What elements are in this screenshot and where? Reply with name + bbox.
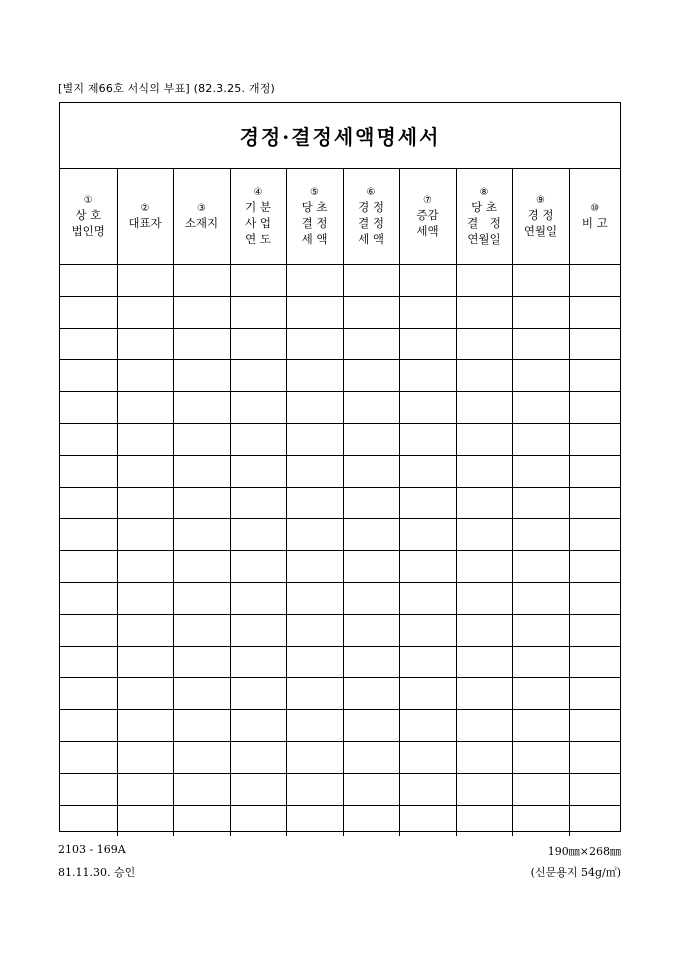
entry-cell[interactable] xyxy=(343,678,399,710)
entry-cell[interactable] xyxy=(173,328,230,360)
entry-cell[interactable] xyxy=(456,328,512,360)
entry-cell[interactable] xyxy=(512,646,569,678)
column-header-4 xyxy=(230,169,286,265)
entry-cell[interactable] xyxy=(343,328,399,360)
entry-cell[interactable] xyxy=(230,614,286,646)
entry-cell[interactable] xyxy=(343,360,399,392)
entry-cell[interactable] xyxy=(343,423,399,455)
column-header-1 xyxy=(60,169,117,265)
entry-cell[interactable] xyxy=(60,519,117,551)
column-number: ③ xyxy=(197,203,206,214)
entry-cell[interactable] xyxy=(399,423,456,455)
entry-cell[interactable] xyxy=(399,678,456,710)
table-row xyxy=(60,646,620,678)
entry-cell[interactable] xyxy=(343,392,399,424)
entry-cell[interactable] xyxy=(456,582,512,614)
entry-cell[interactable] xyxy=(286,392,343,424)
entry-cell[interactable] xyxy=(286,805,343,836)
entry-cell[interactable] xyxy=(399,551,456,583)
entry-cell[interactable] xyxy=(173,265,230,297)
entry-cell[interactable] xyxy=(117,265,173,297)
entry-cell[interactable] xyxy=(456,805,512,836)
entry-cell[interactable] xyxy=(399,805,456,836)
entry-cell[interactable] xyxy=(230,678,286,710)
entry-cell[interactable] xyxy=(512,423,569,455)
column-label-line: 상 호 xyxy=(75,208,102,222)
column-label-line: 사 업 xyxy=(245,216,271,230)
entry-cell[interactable] xyxy=(512,582,569,614)
entry-cell[interactable] xyxy=(456,614,512,646)
column-label-line: 기 분 xyxy=(245,200,271,214)
entry-cell[interactable] xyxy=(173,455,230,487)
entry-cell[interactable] xyxy=(569,710,620,742)
entry-cell[interactable] xyxy=(286,678,343,710)
entry-cell[interactable] xyxy=(569,773,620,805)
column-label-line: 연월일 xyxy=(467,232,501,246)
entry-cell[interactable] xyxy=(343,805,399,836)
table-row xyxy=(60,328,620,360)
title-row xyxy=(60,103,620,169)
header-row xyxy=(60,169,620,265)
entry-cell[interactable] xyxy=(569,582,620,614)
column-number: ⑧ xyxy=(479,187,489,198)
entry-cell[interactable] xyxy=(569,551,620,583)
entry-cell[interactable] xyxy=(173,551,230,583)
entry-cell[interactable] xyxy=(399,710,456,742)
table-row xyxy=(60,265,620,297)
approval-date: 81.11.30. 승인 xyxy=(58,866,136,879)
entry-cell[interactable] xyxy=(512,328,569,360)
entry-cell[interactable] xyxy=(569,487,620,519)
entry-cell[interactable] xyxy=(173,360,230,392)
column-label-line: 세 액 xyxy=(301,232,328,246)
entry-cell[interactable] xyxy=(343,582,399,614)
entry-cell[interactable] xyxy=(343,773,399,805)
entry-cell[interactable] xyxy=(569,328,620,360)
entry-cell[interactable] xyxy=(399,646,456,678)
entry-cell[interactable] xyxy=(456,678,512,710)
entry-cell[interactable] xyxy=(512,296,569,328)
table-row xyxy=(60,551,620,583)
column-label-line: 결 정 xyxy=(358,216,384,230)
entry-cell[interactable] xyxy=(60,678,117,710)
entry-cell[interactable] xyxy=(286,487,343,519)
entry-cell[interactable] xyxy=(117,551,173,583)
entry-cell[interactable] xyxy=(173,519,230,551)
entry-cell[interactable] xyxy=(117,741,173,773)
entry-cell[interactable] xyxy=(512,710,569,742)
column-label-line: 증감 xyxy=(416,208,439,222)
table-row xyxy=(60,710,620,742)
entry-cell[interactable] xyxy=(117,392,173,424)
column-label-line: 소재지 xyxy=(184,216,219,230)
entry-cell[interactable] xyxy=(512,551,569,583)
column-label-line: 대표자 xyxy=(128,216,162,230)
entry-cell[interactable] xyxy=(286,614,343,646)
entry-cell[interactable] xyxy=(343,487,399,519)
entry-cell[interactable] xyxy=(60,487,117,519)
entry-cell[interactable] xyxy=(60,551,117,583)
entry-cell[interactable] xyxy=(569,265,620,297)
table-body xyxy=(60,265,620,837)
form-code: 2103 - 169A xyxy=(58,843,126,856)
entry-cell[interactable] xyxy=(117,614,173,646)
entry-cell[interactable] xyxy=(60,423,117,455)
entry-cell[interactable] xyxy=(60,710,117,742)
entry-cell[interactable] xyxy=(173,741,230,773)
entry-cell[interactable] xyxy=(399,296,456,328)
entry-cell[interactable] xyxy=(60,328,117,360)
form-frame xyxy=(59,102,621,832)
column-label-line: 세 액 xyxy=(358,232,384,246)
entry-cell[interactable] xyxy=(230,487,286,519)
entry-cell[interactable] xyxy=(456,487,512,519)
entry-cell[interactable] xyxy=(117,296,173,328)
entry-cell[interactable] xyxy=(286,423,343,455)
entry-cell[interactable] xyxy=(60,773,117,805)
table-row xyxy=(60,614,620,646)
table-row xyxy=(60,519,620,551)
entry-cell[interactable] xyxy=(286,265,343,297)
table-row xyxy=(60,360,620,392)
entry-cell[interactable] xyxy=(399,773,456,805)
entry-cell[interactable] xyxy=(343,741,399,773)
column-label-line: 연 도 xyxy=(245,232,271,246)
entry-cell[interactable] xyxy=(60,296,117,328)
table-row xyxy=(60,678,620,710)
table-row xyxy=(60,741,620,773)
entry-cell[interactable] xyxy=(230,265,286,297)
column-label-line: 법인명 xyxy=(71,224,105,238)
entry-cell[interactable] xyxy=(456,741,512,773)
entry-cell[interactable] xyxy=(117,455,173,487)
entry-cell[interactable] xyxy=(230,741,286,773)
entry-cell[interactable] xyxy=(173,614,230,646)
entry-cell[interactable] xyxy=(173,423,230,455)
paper-size: 190㎜×268㎜ xyxy=(547,845,621,858)
entry-cell[interactable] xyxy=(230,551,286,583)
table-row xyxy=(60,455,620,487)
entry-cell[interactable] xyxy=(117,582,173,614)
entry-cell[interactable] xyxy=(456,646,512,678)
entry-cell[interactable] xyxy=(60,805,117,836)
entry-cell[interactable] xyxy=(456,551,512,583)
entry-cell[interactable] xyxy=(230,328,286,360)
entry-cell[interactable] xyxy=(343,519,399,551)
entry-cell[interactable] xyxy=(286,773,343,805)
entry-cell[interactable] xyxy=(512,392,569,424)
column-label-line: 당 초 xyxy=(471,200,497,214)
entry-cell[interactable] xyxy=(512,773,569,805)
entry-cell[interactable] xyxy=(60,582,117,614)
entry-cell[interactable] xyxy=(399,360,456,392)
column-number: ① xyxy=(83,195,93,206)
entry-cell[interactable] xyxy=(343,265,399,297)
entry-cell[interactable] xyxy=(456,360,512,392)
entry-cell[interactable] xyxy=(173,678,230,710)
entry-cell[interactable] xyxy=(173,582,230,614)
entry-cell[interactable] xyxy=(512,487,569,519)
column-label-line: 비 고 xyxy=(581,216,608,230)
entry-cell[interactable] xyxy=(117,710,173,742)
entry-cell[interactable] xyxy=(456,773,512,805)
entry-cell[interactable] xyxy=(569,741,620,773)
entry-cell[interactable] xyxy=(286,741,343,773)
entry-cell[interactable] xyxy=(60,646,117,678)
column-number: ② xyxy=(140,203,150,214)
statement-table xyxy=(60,169,620,836)
entry-cell[interactable] xyxy=(117,678,173,710)
entry-cell[interactable] xyxy=(512,455,569,487)
entry-cell[interactable] xyxy=(117,487,173,519)
column-header-5 xyxy=(286,169,343,265)
entry-cell[interactable] xyxy=(343,296,399,328)
entry-cell[interactable] xyxy=(60,455,117,487)
entry-cell[interactable] xyxy=(230,360,286,392)
column-label-line: 당 초 xyxy=(301,200,328,214)
entry-cell[interactable] xyxy=(60,614,117,646)
entry-cell[interactable] xyxy=(569,678,620,710)
entry-cell[interactable] xyxy=(399,328,456,360)
entry-cell[interactable] xyxy=(286,582,343,614)
entry-cell[interactable] xyxy=(173,296,230,328)
entry-cell[interactable] xyxy=(230,423,286,455)
table-row xyxy=(60,296,620,328)
entry-cell[interactable] xyxy=(512,614,569,646)
entry-cell[interactable] xyxy=(512,519,569,551)
entry-cell[interactable] xyxy=(512,805,569,836)
entry-cell[interactable] xyxy=(569,296,620,328)
entry-cell[interactable] xyxy=(286,551,343,583)
entry-cell[interactable] xyxy=(117,423,173,455)
entry-cell[interactable] xyxy=(399,614,456,646)
entry-cell[interactable] xyxy=(117,805,173,836)
entry-cell[interactable] xyxy=(399,392,456,424)
entry-cell[interactable] xyxy=(230,519,286,551)
entry-cell[interactable] xyxy=(399,487,456,519)
entry-cell[interactable] xyxy=(569,646,620,678)
column-number: ④ xyxy=(253,187,263,198)
entry-cell[interactable] xyxy=(286,646,343,678)
entry-cell[interactable] xyxy=(343,614,399,646)
entry-cell[interactable] xyxy=(117,773,173,805)
column-header-10 xyxy=(569,169,620,265)
column-header-2 xyxy=(117,169,173,265)
entry-cell[interactable] xyxy=(117,328,173,360)
entry-cell[interactable] xyxy=(569,423,620,455)
column-header-3 xyxy=(173,169,230,265)
column-header-9 xyxy=(512,169,569,265)
table-row xyxy=(60,805,620,836)
entry-cell[interactable] xyxy=(117,360,173,392)
entry-cell[interactable] xyxy=(286,296,343,328)
entry-cell[interactable] xyxy=(173,773,230,805)
entry-cell[interactable] xyxy=(456,423,512,455)
entry-cell[interactable] xyxy=(512,741,569,773)
column-label-line: 결 정 xyxy=(301,216,328,230)
entry-cell[interactable] xyxy=(173,805,230,836)
column-label-line: 경 정 xyxy=(358,200,384,214)
entry-cell[interactable] xyxy=(456,519,512,551)
entry-cell[interactable] xyxy=(117,519,173,551)
entry-cell[interactable] xyxy=(230,710,286,742)
entry-cell[interactable] xyxy=(60,392,117,424)
column-header-6 xyxy=(343,169,399,265)
entry-cell[interactable] xyxy=(230,582,286,614)
entry-cell[interactable] xyxy=(569,519,620,551)
column-label-line: 연월일 xyxy=(523,224,558,238)
form-caption: [별지 제66호 서식의 부표] (82.3.25. 개정) xyxy=(58,82,276,95)
entry-cell[interactable] xyxy=(343,710,399,742)
entry-cell[interactable] xyxy=(512,265,569,297)
entry-cell[interactable] xyxy=(286,710,343,742)
paper-spec: (신문용지 54g/㎡) xyxy=(530,866,621,879)
entry-cell[interactable] xyxy=(286,360,343,392)
column-header-7 xyxy=(399,169,456,265)
column-number: ⑩ xyxy=(590,203,600,214)
entry-cell[interactable] xyxy=(230,392,286,424)
entry-cell[interactable] xyxy=(230,773,286,805)
column-header-8 xyxy=(456,169,512,265)
entry-cell[interactable] xyxy=(173,710,230,742)
entry-cell[interactable] xyxy=(512,360,569,392)
entry-cell[interactable] xyxy=(173,646,230,678)
entry-cell[interactable] xyxy=(343,646,399,678)
entry-cell[interactable] xyxy=(399,741,456,773)
entry-cell[interactable] xyxy=(399,519,456,551)
entry-cell[interactable] xyxy=(456,392,512,424)
entry-cell[interactable] xyxy=(569,392,620,424)
entry-cell[interactable] xyxy=(230,646,286,678)
entry-cell[interactable] xyxy=(60,360,117,392)
entry-cell[interactable] xyxy=(286,455,343,487)
entry-cell[interactable] xyxy=(456,265,512,297)
entry-cell[interactable] xyxy=(173,392,230,424)
entry-cell[interactable] xyxy=(569,455,620,487)
entry-cell[interactable] xyxy=(60,265,117,297)
entry-cell[interactable] xyxy=(569,614,620,646)
table-row xyxy=(60,423,620,455)
entry-cell[interactable] xyxy=(117,646,173,678)
column-label-line: 결 정 xyxy=(467,216,501,230)
entry-cell[interactable] xyxy=(60,741,117,773)
entry-cell[interactable] xyxy=(456,296,512,328)
column-number: ⑥ xyxy=(366,187,376,198)
table-row xyxy=(60,582,620,614)
entry-cell[interactable] xyxy=(512,678,569,710)
entry-cell[interactable] xyxy=(230,296,286,328)
entry-cell[interactable] xyxy=(399,582,456,614)
entry-cell[interactable] xyxy=(286,328,343,360)
column-number: ⑦ xyxy=(423,195,432,206)
entry-cell[interactable] xyxy=(286,519,343,551)
entry-cell[interactable] xyxy=(569,805,620,836)
entry-cell[interactable] xyxy=(456,710,512,742)
table-row xyxy=(60,773,620,805)
entry-cell[interactable] xyxy=(399,455,456,487)
column-label-line: 경 정 xyxy=(527,208,554,222)
table-row xyxy=(60,487,620,519)
table-row xyxy=(60,392,620,424)
column-number: ⑨ xyxy=(536,195,545,206)
entry-cell[interactable] xyxy=(399,265,456,297)
entry-cell[interactable] xyxy=(173,487,230,519)
entry-cell[interactable] xyxy=(343,551,399,583)
entry-cell[interactable] xyxy=(569,360,620,392)
entry-cell[interactable] xyxy=(230,805,286,836)
column-label-line: 세액 xyxy=(416,224,439,238)
entry-cell[interactable] xyxy=(456,455,512,487)
column-number: ⑤ xyxy=(310,187,319,198)
form-title: 경정·결정세액명세서 xyxy=(239,125,441,149)
entry-cell[interactable] xyxy=(343,455,399,487)
entry-cell[interactable] xyxy=(230,455,286,487)
